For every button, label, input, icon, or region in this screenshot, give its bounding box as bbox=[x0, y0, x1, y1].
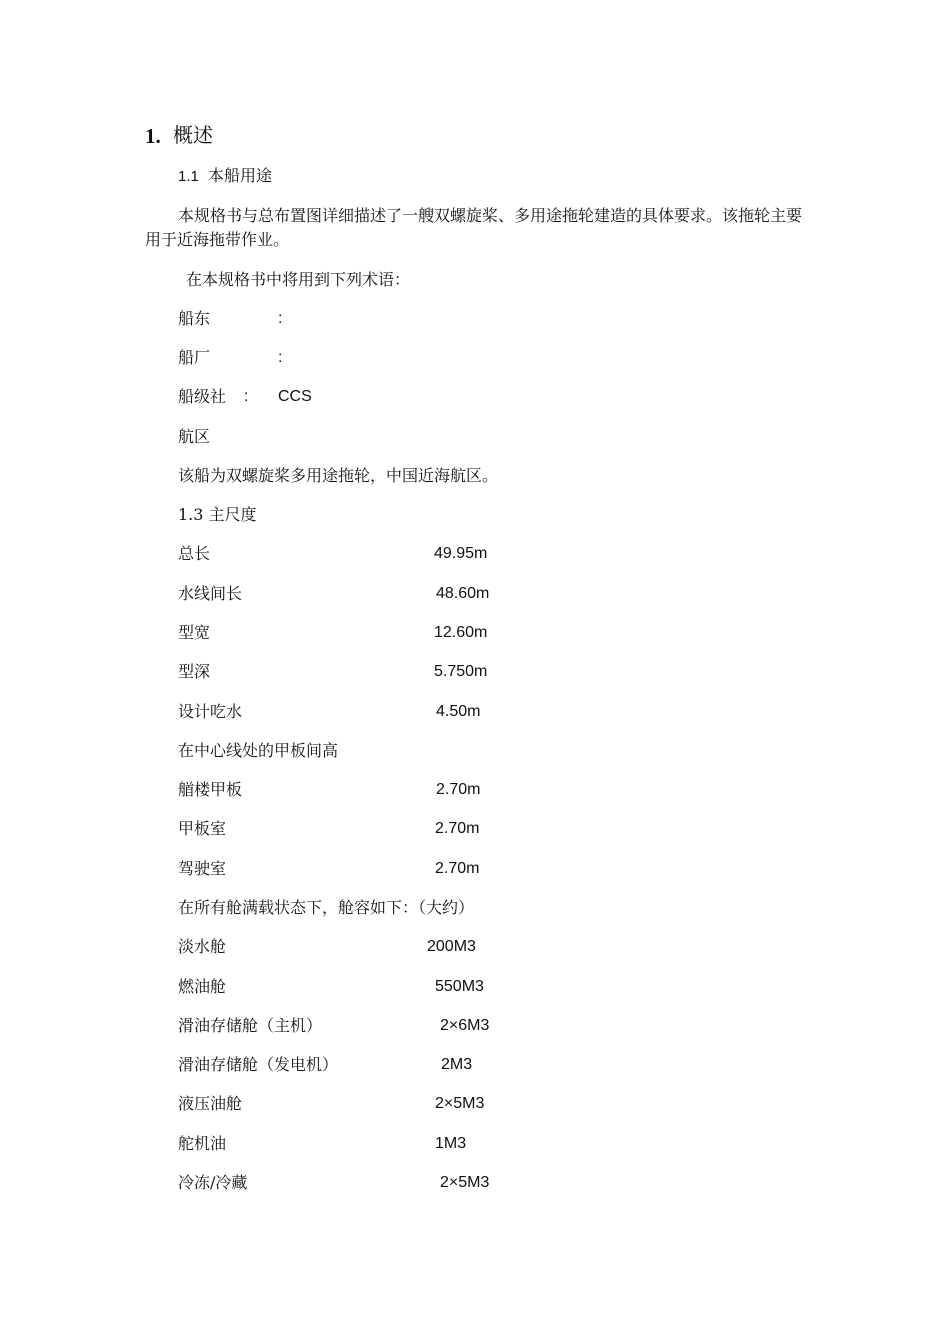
cap-value-lube-gen: 2M3 bbox=[441, 1056, 473, 1073]
term-label-class: 船级社 bbox=[178, 387, 227, 406]
dim-label-breadth: 型宽 bbox=[178, 623, 211, 642]
nav-area-text: 该船为双螺旋桨多用途拖轮，中国近海航区。 bbox=[178, 466, 499, 485]
deck-label-deckhouse: 甲板室 bbox=[178, 819, 227, 838]
dim-value-breadth: 12.60m bbox=[434, 624, 488, 641]
deck-value-forecastle: 2.70m bbox=[436, 781, 481, 798]
deck-label-wheelhouse: 驾驶室 bbox=[178, 859, 227, 878]
term-colon-owner: : bbox=[278, 310, 283, 327]
cap-value-refrigeration: 2×5M3 bbox=[440, 1174, 490, 1191]
deck-label-forecastle: 艏楼甲板 bbox=[178, 780, 243, 799]
deck-value-deckhouse: 2.70m bbox=[435, 820, 480, 837]
dimensions-heading: 1.3 主尺度 bbox=[178, 505, 257, 524]
dim-label-depth: 型深 bbox=[178, 662, 211, 681]
term-label-owner: 船东 bbox=[178, 309, 211, 328]
subsection-number: 1.1 bbox=[178, 168, 199, 185]
cap-label-hydraulic: 液压油舱 bbox=[178, 1094, 243, 1113]
term-colon-class: : bbox=[244, 388, 249, 405]
dim-value-lwl: 48.60m bbox=[436, 585, 490, 602]
term-value-class: CCS bbox=[278, 388, 312, 405]
intro-paragraph: 本规格书与总布置图详细描述了一艘双螺旋桨、多用途拖轮建造的具体要求。该拖轮主要用于近海拖带作业。 bbox=[145, 206, 803, 249]
capacities-heading: 在所有舱满载状态下，舱容如下：（大约） bbox=[178, 898, 475, 917]
dim-label-loa: 总长 bbox=[178, 544, 211, 563]
section-number: 1. bbox=[145, 124, 161, 148]
subsection-title: 本船用途 bbox=[208, 166, 273, 185]
nav-area-heading: 航区 bbox=[178, 427, 211, 446]
dim-label-draft: 设计吃水 bbox=[178, 702, 243, 721]
cap-label-lube-gen: 滑油存储舱（发电机） bbox=[178, 1055, 339, 1074]
deck-heights-heading: 在中心线处的甲板间高 bbox=[178, 741, 339, 760]
cap-value-lube-main: 2×6M3 bbox=[440, 1017, 490, 1034]
cap-value-fueloil: 550M3 bbox=[435, 978, 484, 995]
terms-intro: 在本规格书中将用到下列术语： bbox=[186, 270, 411, 289]
dim-label-lwl: 水线间长 bbox=[178, 584, 243, 603]
dim-value-draft: 4.50m bbox=[436, 703, 481, 720]
cap-label-steering: 舵机油 bbox=[178, 1134, 227, 1153]
deck-value-wheelhouse: 2.70m bbox=[435, 860, 480, 877]
cap-value-freshwater: 200M3 bbox=[427, 938, 476, 955]
term-colon-shipyard: : bbox=[278, 349, 283, 366]
cap-label-refrigeration: 冷冻/冷藏 bbox=[178, 1173, 248, 1192]
cap-value-steering: 1M3 bbox=[435, 1135, 467, 1152]
dim-value-depth: 5.750m bbox=[434, 663, 488, 680]
cap-value-hydraulic: 2×5M3 bbox=[435, 1095, 485, 1112]
term-label-shipyard: 船厂 bbox=[178, 348, 211, 367]
cap-label-lube-main: 滑油存储舱（主机） bbox=[178, 1016, 323, 1035]
cap-label-freshwater: 淡水舱 bbox=[178, 937, 227, 956]
section-title: 概述 bbox=[173, 123, 213, 147]
dim-value-loa: 49.95m bbox=[434, 545, 488, 562]
cap-label-fueloil: 燃油舱 bbox=[178, 977, 227, 996]
